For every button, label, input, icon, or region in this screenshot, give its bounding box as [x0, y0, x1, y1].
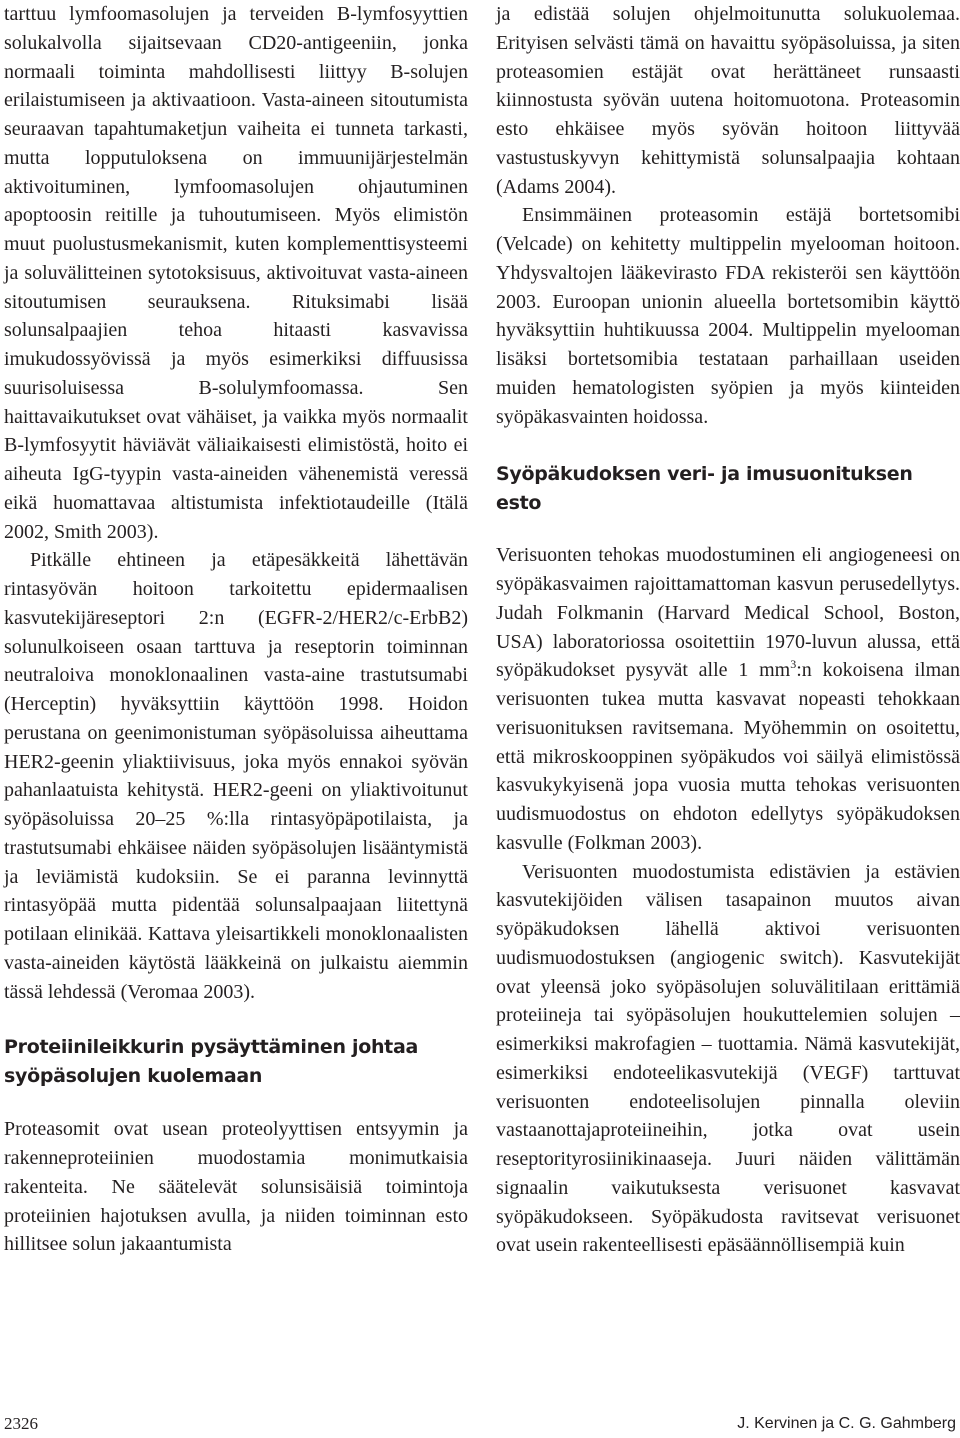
- left-column: [4, 0, 468, 1259]
- body-paragraph: Pitkälle ehtineen ja etäpesäkkeitä lähettävän rintasyövän hoitoon tarkoitettu epidermaalisen kasvutekijäreseptori 2:n (EGFR-2/HER2/c-ErbB2) solunulkoiseen osaan tarttuva ja reseptorin toiminnan neutraloiva monoklonaalinen vasta-aine trastutsumabi (Herceptin) hyväksyttiin käyttöön 1998. Hoidon perustana on geenimonistuman syöpäsoluissa aiheuttama HER2-geenin yliaktiivisuus, joka myös ennakoi syövän pahanlaatuista kehitystä. HER2-geeni on yliaktivoitunut syöpäsoluissa 20–25 %:lla rintasyöpäpotilaista, ja trastutsumabi ehkäisee näiden syöpäsolujen lisääntymistä ja leviämistä kudoksiin. Se ei paranna levinnyttä rintasyöpää mutta pidentää solunsalpaajaan liitettynä potilaan elinikää. Kattava yleisartikkeli monoklonaalisten vasta-aineiden käytöstä lääkkeinä on julkaistu aiemmin tässä lehdessä (Veromaa 2003).: [4, 549, 468, 1003]
- superscript-exponent: 3: [790, 657, 797, 672]
- page-number: 2326: [4, 1414, 38, 1433]
- right-column: [496, 0, 960, 1260]
- body-paragraph: Ensimmäinen proteasomin estäjä bortetsomibi (Velcade) on kehitetty multippelin myelooman hoitoon. Yhdysvaltojen lääkevirasto FDA rekisteröi sen käyttöön 2003. Euroopan unionin alueella bortetsomibin käyttö hyväksyttiin huhtikuussa 2004. Multippelin myelooman lisäksi bortetsomibia testataan parhaillaan useiden muiden hematologisten syöpien ja myös kiinteiden syöpäkasvainten hoidossa.: [496, 204, 960, 428]
- paragraph-text: :n kokoisena ilman verisuonten tukea mutta kasvavat nopeasti tehokkaan verisuonituksen ravitsemana. Myöhemmin on osoitettu, että mikroskooppinen syöpäkudos voi säilyä elimistössä kasvukykyisenä jopa vuosia mutta tehokas verisuonten uudismuodostus on ehdoton edellytys syöpäkudoksen kasvulle (Folkman 2003).: [496, 659, 960, 854]
- body-paragraph: ja edistää solujen ohjelmoitunutta solukuolemaa. Erityisen selvästi tämä on havaittu syöpäsoluissa, ja siten proteasomien estäjät ovat herättäneet runsaasti kiinnostusta syövän uutena hoitomuotona. Proteasomin esto ehkäisee myös syövän hoitoon liittyvää vastustuskyvyn kehittymistä solunsalpaajia kohtaan (Adams 2004).: [496, 3, 960, 198]
- body-paragraph: Proteasomit ovat usean proteolyyttisen entsyymin ja rakenneproteiinien muodostamia monimutkaisia rakenteita. Ne säätelevät solunsisäisiä toimintoja proteiinien hajotuksen avulla, ja niiden toiminnan esto hillitsee solun jakaantumista: [4, 1118, 468, 1256]
- body-paragraph: tarttuu lymfoomasolujen ja terveiden B-lymfosyyttien solukalvolla sijaitsevaan CD20-antigeeniin, jonka normaali toiminta mahdollisesti liittyy B-solujen erilaistumiseen ja aktivaatioon. Vasta-aineen sitoutumista seuraavan tapahtumaketjun vaiheita ei tunneta tarkasti, mutta lopputuloksena on immuunijärjestelmän aktivoituminen, lymfoomasolujen ohjautuminen apoptoosin reitille ja tuhoutumiseen. Myös elimistön muut puolustusmekanismit, kuten komplementtisysteemi ja soluvälitteinen sytotoksisuus, aktivoituvat vasta-aineen sitoutumisen seurauksena. Rituksimabi lisää solunsalpaajien tehoa hitaasti kasvavissa imukudossyövissä ja myös esimerkiksi diffuusissa suurisoluisessa B-solulymfoomassa. Sen haittavaikutukset ovat vähäiset, ja vaikka myös normaalit B-lymfosyytit häviävät väliaikaisesti elimistöstä, hoito ei aiheuta IgG-tyypin vasta-aineiden vähenemistä veressä eikä huomattavaa altistumista infektiotaudeille (Itälä 2002, Smith 2003).: [4, 3, 468, 543]
- running-author: J. Kervinen ja C. G. Gahmberg: [737, 1415, 956, 1432]
- section-heading: Proteiinileikkurin pysäyttäminen johtaa syöpäsolujen kuolemaan: [4, 1036, 419, 1088]
- section-heading: Syöpäkudoksen veri- ja imusuonituksen esto: [496, 463, 913, 515]
- paragraph-text: Verisuonten tehokas muodostuminen eli angiogeneesi on syöpäkasvaimen rajoittamattoman kasvun perusedellytys. Judah Folkmanin (Harvard Medical School, Boston, USA) laboratoriossa osoitettiin 1970-luvun alussa, että syöpäkudokset pysyvät alle 1 mm: [496, 544, 960, 682]
- body-paragraph: Verisuonten muodostumista edistävien ja estävien kasvutekijöiden välisen tasapainon muutos aivan syöpäkudoksen lähellä aktivoi verisuonten uudismuodostuksen (angiogenic switch). Kasvutekijät ovat yleensä joko syöpäsolujen soluvälitilaan erittämiä proteiineja tai syöpäsolujen houkuttelemien solujen – esimerkiksi makrofagien – tuottamia. Nämä kasvutekijät, esimerkiksi endoteelikasvutekijä (VEGF) tarttuvat verisuonten endoteelisolujen pinnalla oleviin vastaanottajaproteiineihin, jotka ovat usein reseptorityrosiinikinaaseja. Juuri näiden välittämän signaalin vaikutuksesta verisuonet kasvavat syöpäkudokseen. Syöpäkudosta ravitsevat verisuonet ovat usein rakenteellisesti epäsäännöllisempiä kuin: [496, 860, 960, 1257]
- body-paragraph: [496, 541, 960, 857]
